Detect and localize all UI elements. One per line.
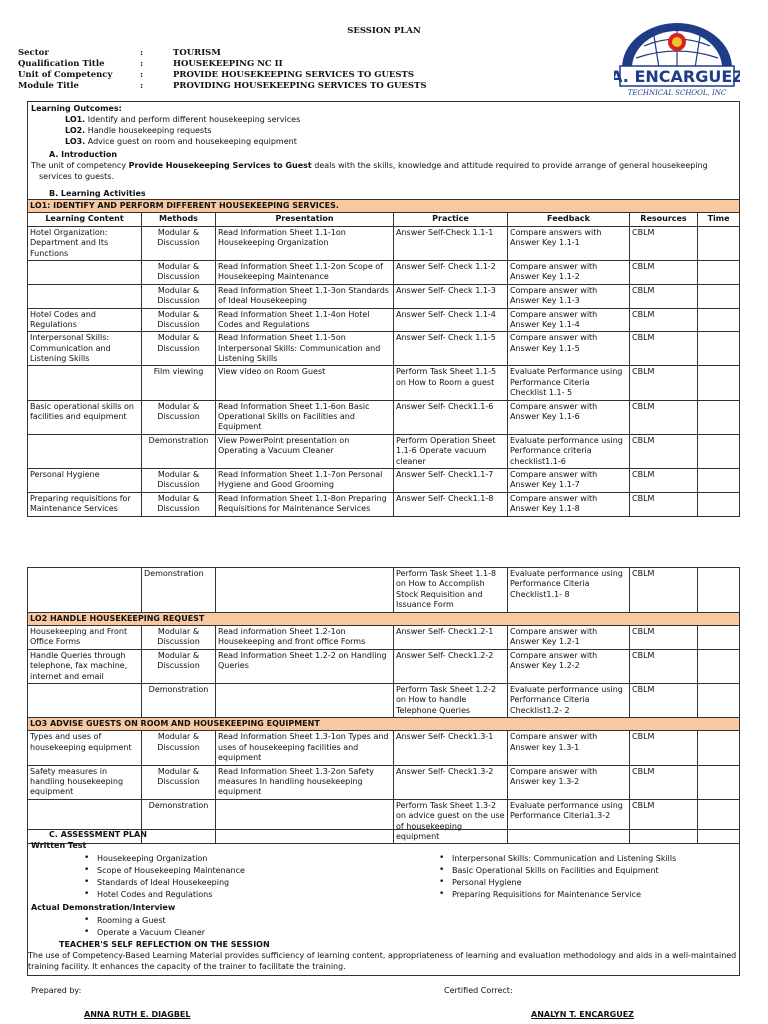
resources-cell: CBLM [630, 284, 698, 308]
method-cell: Modular & Discussion [142, 765, 216, 799]
resources-cell: CBLM [630, 492, 698, 516]
introduction-heading: A. Introduction [49, 150, 118, 159]
feedback-cell: Compare answer with Answer Key 1.1-5 [508, 332, 630, 366]
time-cell [698, 260, 740, 284]
feedback-cell: Evaluate Performance using Performance Citeria Checklist 1.1- 5 [508, 366, 630, 400]
feedback-cell: Compare answer with Answer Key 1.1-6 [508, 400, 630, 434]
resources-cell: CBLM [630, 799, 698, 844]
method-cell: Modular & Discussion [142, 468, 216, 492]
learning-content-cell: Hotel Codes and Regulations [28, 308, 142, 332]
learning-content-cell [28, 683, 142, 717]
demonstration-list [81, 916, 205, 940]
time-cell [698, 400, 740, 434]
method-cell: Demonstration [142, 434, 216, 468]
method-cell: Modular & Discussion [142, 260, 216, 284]
time-cell [698, 332, 740, 366]
presentation-cell: Read Information Sheet 1.3-1on Types and uses of housekeeping facilities and equipment [216, 731, 394, 765]
page-title: SESSION PLAN [347, 26, 421, 36]
time-cell [698, 649, 740, 683]
time-cell [698, 434, 740, 468]
resources-cell: CBLM [630, 226, 698, 260]
learning-content-cell: Basic operational skills on facilities and equipment [28, 400, 142, 434]
preparer-name: ANNA RUTH E. DIAGBEL [84, 1010, 191, 1019]
practice-cell: Answer Self- Check1.3-1 [394, 731, 508, 765]
learning-content-cell: Hotel Organization: Department and Its Functions [28, 226, 142, 260]
certified-correct-label: Certified Correct: [444, 986, 513, 995]
reflection-text-2: training facility. It enhances the capacity of the trainer to facilitate the training. [28, 962, 346, 971]
learning-outcome-2: LO2. Handle housekeeping requests [65, 126, 212, 135]
time-cell [698, 683, 740, 717]
resources-cell: CBLM [630, 731, 698, 765]
assessment-heading: C. ASSESSMENT PLAN [49, 830, 147, 839]
logo-subtitle: TECHNICAL SCHOOL, INC [627, 89, 727, 97]
method-cell: Demonstration [142, 568, 216, 613]
learning-content-cell [28, 434, 142, 468]
practice-cell: Answer Self- Check1.1-8 [394, 492, 508, 516]
learning-activities-heading: B. Learning Activities [49, 189, 146, 198]
certifier-name: ANALYN T. ENCARGUEZ [531, 1010, 634, 1019]
table-row [28, 400, 740, 434]
learning-content-cell [28, 568, 142, 613]
column-header-row: Learning Content Methods Presentation Practice Feedback Resources Time [28, 213, 740, 226]
practice-cell: Answer Self- Check 1.1-4 [394, 308, 508, 332]
feedback-cell: Evaluate performance using Performance Citeria1.3-2 [508, 799, 630, 844]
presentation-cell: Read Information Sheet 1.1-6on Basic Operational Skills on Facilities and Equipment [216, 400, 394, 434]
table-row [28, 434, 740, 468]
learning-content-cell: Housekeeping and Front Office Forms [28, 625, 142, 649]
written-test-heading: Written Test [31, 841, 87, 850]
practice-cell: Answer Self- Check 1.1-2 [394, 260, 508, 284]
table-row [28, 284, 740, 308]
feedback-cell: Compare answers with Answer Key 1.1-1 [508, 226, 630, 260]
time-cell [698, 731, 740, 765]
resources-cell: CBLM [630, 568, 698, 613]
list-item: • Hotel Codes and Regulations [81, 890, 245, 902]
practice-cell: Answer Self- Check1.2-1 [394, 625, 508, 649]
reflection-heading: TEACHER'S SELF REFLECTION ON THE SESSION [59, 940, 270, 949]
presentation-cell: Read Information Sheet 1.1-7on Personal Hygiene and Good Grooming [216, 468, 394, 492]
resources-cell: CBLM [630, 765, 698, 799]
time-cell [698, 765, 740, 799]
reflection-text-1: The use of Competency-Based Learning Material provides sufficiency of learning content, appropriateness of learning and evaluation methodology and aids in a well-maintained [28, 951, 737, 960]
learning-content-cell [28, 260, 142, 284]
table-row [28, 366, 740, 400]
table-row [28, 468, 740, 492]
practice-cell: Answer Self- Check 1.1-3 [394, 284, 508, 308]
presentation-cell: Read Information Sheet 1.1-2on Scope of Housekeeping Maintenance [216, 260, 394, 284]
method-cell: Modular & Discussion [142, 284, 216, 308]
table-row [28, 332, 740, 366]
introduction-text: The unit of competency Provide Housekeeping Services to Guest deals with the skills, knowledge and attitude required to provide arrange of general housekeeping [31, 161, 708, 170]
practice-cell: Perform Task Sheet 1.1-5 on How to Room a guest [394, 366, 508, 400]
practice-cell: Perform Task Sheet 1.2-2 on How to handle Telephone Queries [394, 683, 508, 717]
method-cell: Modular & Discussion [142, 226, 216, 260]
resources-cell: CBLM [630, 468, 698, 492]
practice-cell: Perform Task Sheet 1.1-8 on How to Accomplish Stock Requisition and Issuance Form [394, 568, 508, 613]
learning-content-cell [28, 284, 142, 308]
time-cell [698, 226, 740, 260]
written-test-list-left [81, 854, 245, 902]
feedback-cell: Evaluate performance using Performance criteria checklist1.1-6 [508, 434, 630, 468]
method-cell: Demonstration [142, 683, 216, 717]
resources-cell: CBLM [630, 683, 698, 717]
presentation-cell: Read Information Sheet 1.1-5on Interpersonal Skills: Communication and Listening Skills [216, 332, 394, 366]
presentation-cell: Read Information Sheet 1.1-4on Hotel Codes and Regulations [216, 308, 394, 332]
practice-cell: Answer Self- Check1.1-6 [394, 400, 508, 434]
resources-cell: CBLM [630, 400, 698, 434]
feedback-cell: Compare answer with Answer key 1.3-2 [508, 765, 630, 799]
learning-content-cell: Preparing requisitions for Maintenance Services [28, 492, 142, 516]
assessment-box [27, 829, 740, 976]
resources-cell: CBLM [630, 625, 698, 649]
learning-content-cell: Personal Hygiene [28, 468, 142, 492]
time-cell [698, 284, 740, 308]
method-cell: Modular & Discussion [142, 400, 216, 434]
learning-content-cell [28, 366, 142, 400]
list-item: • Preparing Requisitions for Maintenance Service [436, 890, 676, 902]
method-cell: Modular & Discussion [142, 625, 216, 649]
learning-content-cell: Handle Queries through telephone, fax machine, internet and email [28, 649, 142, 683]
time-cell [698, 366, 740, 400]
feedback-cell: Compare answer with Answer Key 1.1-2 [508, 260, 630, 284]
method-cell: Film viewing [142, 366, 216, 400]
table-row [28, 260, 740, 284]
table-row [28, 226, 740, 260]
practice-cell: Perform Operation Sheet 1.1-6 Operate vacuum cleaner [394, 434, 508, 468]
list-item: • Scope of Housekeeping Maintenance [81, 866, 245, 878]
school-logo [614, 14, 740, 100]
presentation-cell [216, 568, 394, 613]
list-item: • Housekeeping Organization [81, 854, 245, 866]
lo1-heading: LO1: IDENTIFY AND PERFORM DIFFERENT HOUSEKEEPING SERVICES. [28, 200, 740, 213]
lo3-heading: LO3 ADVISE GUESTS ON ROOM AND HOUSEKEEPING EQUIPMENT [28, 718, 740, 731]
time-cell [698, 468, 740, 492]
resources-cell: CBLM [630, 260, 698, 284]
learning-outcomes-heading: Learning Outcomes: [31, 104, 122, 113]
feedback-cell: Compare answer with Answer key 1.3-1 [508, 731, 630, 765]
time-cell [698, 625, 740, 649]
outcomes-box [27, 101, 740, 200]
introduction-text-2: services to guests. [39, 172, 115, 181]
table-row [28, 731, 740, 765]
resources-cell: CBLM [630, 649, 698, 683]
table-row [28, 765, 740, 799]
list-item: • Rooming a Guest [81, 916, 205, 928]
prepared-by-label: Prepared by: [31, 986, 82, 995]
feedback-cell: Compare answer with Answer Key 1.2-1 [508, 625, 630, 649]
practice-cell: Answer Self-Check 1.1-1 [394, 226, 508, 260]
presentation-cell: Read Information Sheet 1.1-8on Preparing Requisitions for Maintenance Services [216, 492, 394, 516]
demonstration-heading: Actual Demonstration/Interview [31, 903, 176, 912]
resources-cell: CBLM [630, 434, 698, 468]
practice-cell: Perform Task Sheet 1.3-2 on advice guest on the use of housekeeping equipment [394, 799, 508, 844]
presentation-cell: View video on Room Guest [216, 366, 394, 400]
written-test-list-right [436, 854, 676, 902]
learning-content-cell: Interpersonal Skills: Communication and Listening Skills [28, 332, 142, 366]
practice-cell: Answer Self- Check1.2-2 [394, 649, 508, 683]
learning-content-cell: Safety measures in handling housekeeping equipment [28, 765, 142, 799]
table-row [28, 308, 740, 332]
practice-cell: Answer Self- Check 1.1-5 [394, 332, 508, 366]
feedback-cell: Evaluate performance using Performance Citeria Checklist1.2- 2 [508, 683, 630, 717]
learning-outcome-3: LO3. Advice guest on room and housekeeping equipment [65, 137, 297, 146]
lo2-heading: LO2 HANDLE HOUSEKEEPING REQUEST [28, 612, 740, 625]
feedback-cell: Compare answer with Answer Key 1.1-4 [508, 308, 630, 332]
table-row [28, 492, 740, 516]
resources-cell: CBLM [630, 308, 698, 332]
resources-cell: CBLM [630, 366, 698, 400]
presentation-cell: Read Information Sheet 1.1-1on Housekeeping Organization [216, 226, 394, 260]
presentation-cell: Read Information Sheet 1.2-2 on Handling Queries [216, 649, 394, 683]
list-item: • Interpersonal Skills: Communication and Listening Skills [436, 854, 676, 866]
method-cell: Modular & Discussion [142, 649, 216, 683]
presentation-cell: View PowerPoint presentation on Operating a Vacuum Cleaner [216, 434, 394, 468]
table-row [28, 649, 740, 683]
logo-name: A. ENCARGUEZ [614, 67, 740, 86]
presentation-cell: Read Information Sheet 1.1-3on Standards of Ideal Housekeeping [216, 284, 394, 308]
list-item: • Basic Operational Skills on Facilities and Equipment [436, 866, 676, 878]
learning-outcome-1: LO1. Identify and perform different housekeeping services [65, 115, 301, 124]
feedback-cell: Compare answer with Answer Key 1.1-3 [508, 284, 630, 308]
activities-table-continued [27, 567, 740, 844]
method-cell: Demonstration [142, 799, 216, 844]
feedback-cell: Evaluate performance using Performance Citeria Checklist1.1- 8 [508, 568, 630, 613]
presentation-cell: Read Information Sheet 1.3-2on Safety measures In handling housekeeping equipment [216, 765, 394, 799]
list-item: • Operate a Vacuum Cleaner [81, 928, 205, 940]
learning-content-cell: Types and uses of housekeeping equipment [28, 731, 142, 765]
practice-cell: Answer Self- Check1.3-2 [394, 765, 508, 799]
presentation-cell: Read information Sheet 1.2-1on Housekeeping and front office Forms [216, 625, 394, 649]
activities-table-lo1 [27, 199, 740, 517]
time-cell [698, 568, 740, 613]
time-cell [698, 492, 740, 516]
method-cell: Modular & Discussion [142, 332, 216, 366]
method-cell: Modular & Discussion [142, 731, 216, 765]
method-cell: Modular & Discussion [142, 492, 216, 516]
method-cell: Modular & Discussion [142, 308, 216, 332]
table-row [28, 625, 740, 649]
list-item: • Personal Hygiene [436, 878, 676, 890]
table-row [28, 568, 740, 613]
table-row [28, 683, 740, 717]
practice-cell: Answer Self- Check1.1-7 [394, 468, 508, 492]
resources-cell: CBLM [630, 332, 698, 366]
list-item: • Standards of Ideal Housekeeping [81, 878, 245, 890]
presentation-cell [216, 683, 394, 717]
feedback-cell: Compare answer with Answer Key 1.2-2 [508, 649, 630, 683]
time-cell [698, 308, 740, 332]
feedback-cell: Compare answer with Answer Key 1.1-8 [508, 492, 630, 516]
feedback-cell: Compare answer with Answer Key 1.1-7 [508, 468, 630, 492]
